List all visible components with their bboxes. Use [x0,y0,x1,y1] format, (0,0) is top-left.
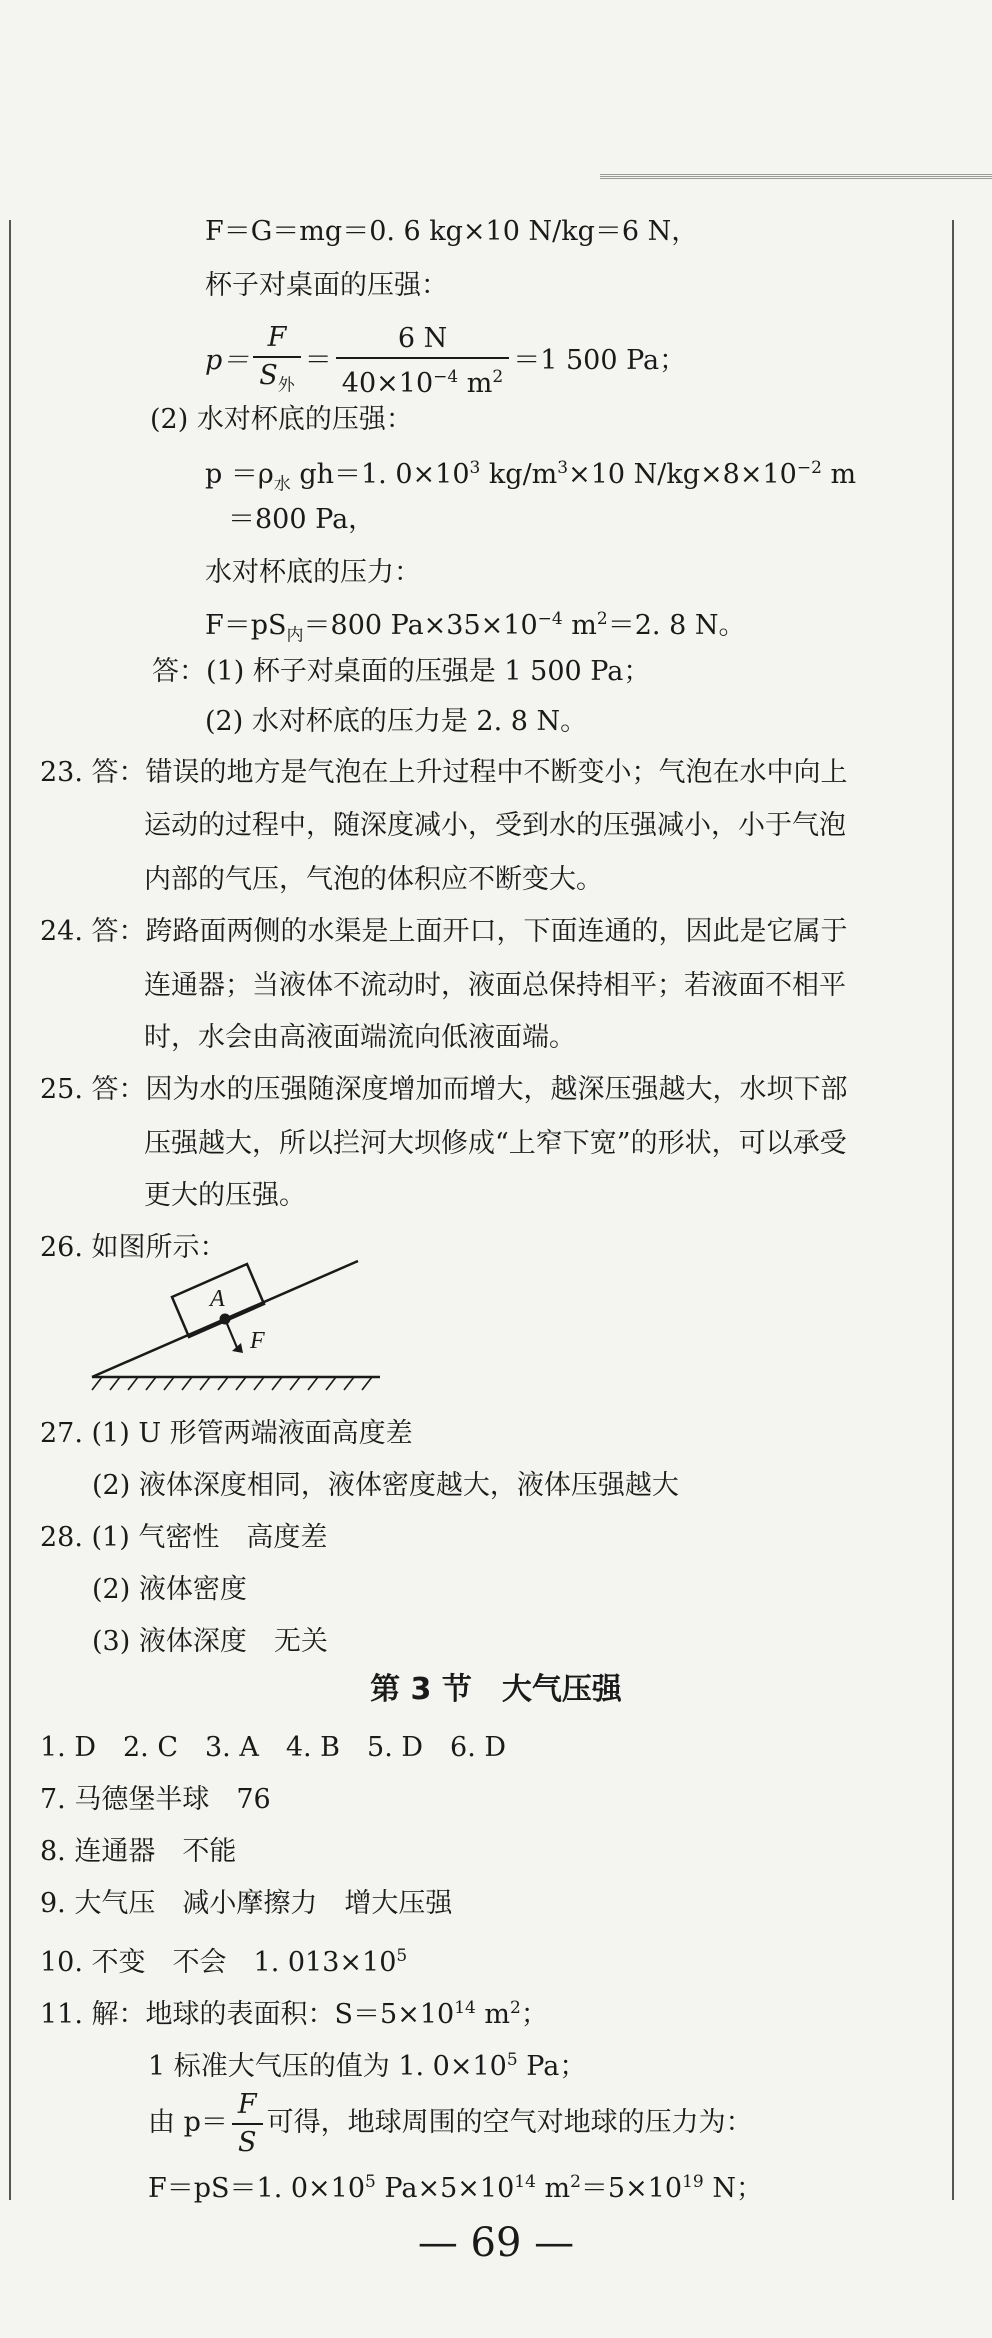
force-arrow-shaft [225,1319,238,1350]
q25-line-3: 更大的压强。 [144,1180,306,1211]
q23-line-2: 运动的过程中，随深度减小，受到水的压强减小，小于气泡 [144,810,846,841]
line-water-force-label: 水对杯底的压力： [205,557,421,588]
answer-8: 8. 连通器 不能 [40,1836,237,1867]
ground-hatching [92,1377,372,1390]
q25-line-1: 25. 答：因为水的压强随深度增加而增大，越深压强越大，水坝下部 [40,1074,848,1105]
line-answer-1: 答：(1) 杯子对桌面的压强是 1 500 Pa； [152,656,651,687]
left-margin-line [9,220,11,2200]
q23-line-3: 内部的气压，气泡的体积应不断变大。 [144,864,603,895]
answer-11-line-1: 11. 解：地球的表面积：$S=5\times 10^{14}$ $m^2$； [40,1998,548,2030]
line-answer-2: (2) 水对杯底的压力是 2. 8 N。 [205,706,588,737]
line-cup-pressure-formula: p＝ $\frac{F}{S_外}$ ＝ $\frac{6 N}{40\times 10^{-4} m^2}$ ＝1 500 Pa； [205,322,686,401]
q28-line-2: (2) 液体密度 [92,1574,247,1605]
force-arrow-head [232,1343,243,1353]
q25-line-2: 压强越大，所以拦河大坝修成“上窄下宽”的形状，可以承受 [144,1128,847,1159]
force-label: F [250,1328,265,1354]
fraction-f-over-s: $\frac{F}{S_外}$ [253,322,301,401]
line-water-force-formula: $F=pS_内=800$ $Pa\times 35\times 10^{-4}$ $m^2=2$. 8 N。 [205,609,746,646]
q24-line-2: 连通器；当液体不流动时，液面总保持相平；若液面不相平 [144,970,846,1001]
answer-10: 10. 不变 不会 1. $013\times 10^5$ [40,1946,408,1978]
answer-9: 9. 大气压 减小摩擦力 增大压强 [40,1888,453,1919]
answer-11-line-2: 1 标准大气压的值为 1. $0\times 10^5$ Pa； [148,2050,587,2082]
q23-line-1: 23. 答：错误的地方是气泡在上升过程中不断变小；气泡在水中向上 [40,757,848,788]
answer-7: 7. 马德堡半球 76 [40,1784,271,1815]
line-water-pressure-formula: $p =\rho_水$ gh＝1. $0\times 10^3$ $kg/m^3\times 10$ $N/kg\times 8\times 10^{-2}$ m [205,458,857,495]
q27-line-1: 27. (1) U 形管两端液面高度差 [40,1418,413,1449]
section-title: 第 3 节 大气压强 [370,1672,622,1707]
top-rule [600,174,992,179]
q28-line-3: (3) 液体深度 无关 [92,1626,328,1657]
q28-line-1: 28. (1) 气密性 高度差 [40,1522,328,1553]
answer-11-line-3: 由 p＝ $\frac{F}{S}$ 可得，地球周围的空气对地球的压力为： [148,2088,753,2158]
answers-1-6: 1. D 2. C 3. A 4. B 5. D 6. D [40,1732,507,1763]
block-label: A [210,1286,225,1312]
fraction-values: $\frac{6 N}{40\times 10^{-4} m^2}$ [336,323,509,400]
q26-label: 26. 如图所示： [40,1232,227,1263]
page-number: — 69 — [417,2220,575,2266]
right-margin-line [952,220,954,2200]
q24-line-1: 24. 答：跨路面两侧的水渠是上面开口，下面连通的，因此是它属于 [40,916,848,947]
incline-figure [80,1255,400,1395]
fraction-f-over-s-2: $\frac{F}{S}$ [232,2089,263,2159]
q24-line-3: 时，水会由高液面端流向低液面端。 [144,1022,576,1053]
line-cup-pressure-label: 杯子对桌面的压强： [205,270,448,301]
answer-11-line-4: F＝pS＝1. $0\times 10^5$ $Pa\times 5\times 10^{14}$ $m^2=5\times 10^{19}$ N； [148,2172,763,2204]
line-weight-equation: F＝G＝mg＝0. 6 kg×10 N/kg＝6 N， [205,216,699,247]
line-water-pressure-result: ＝800 Pa， [228,504,376,535]
q27-line-2: (2) 液体深度相同，液体密度越大，液体压强越大 [92,1470,679,1501]
line-water-pressure-label: (2) 水对杯底的压强： [150,404,413,435]
